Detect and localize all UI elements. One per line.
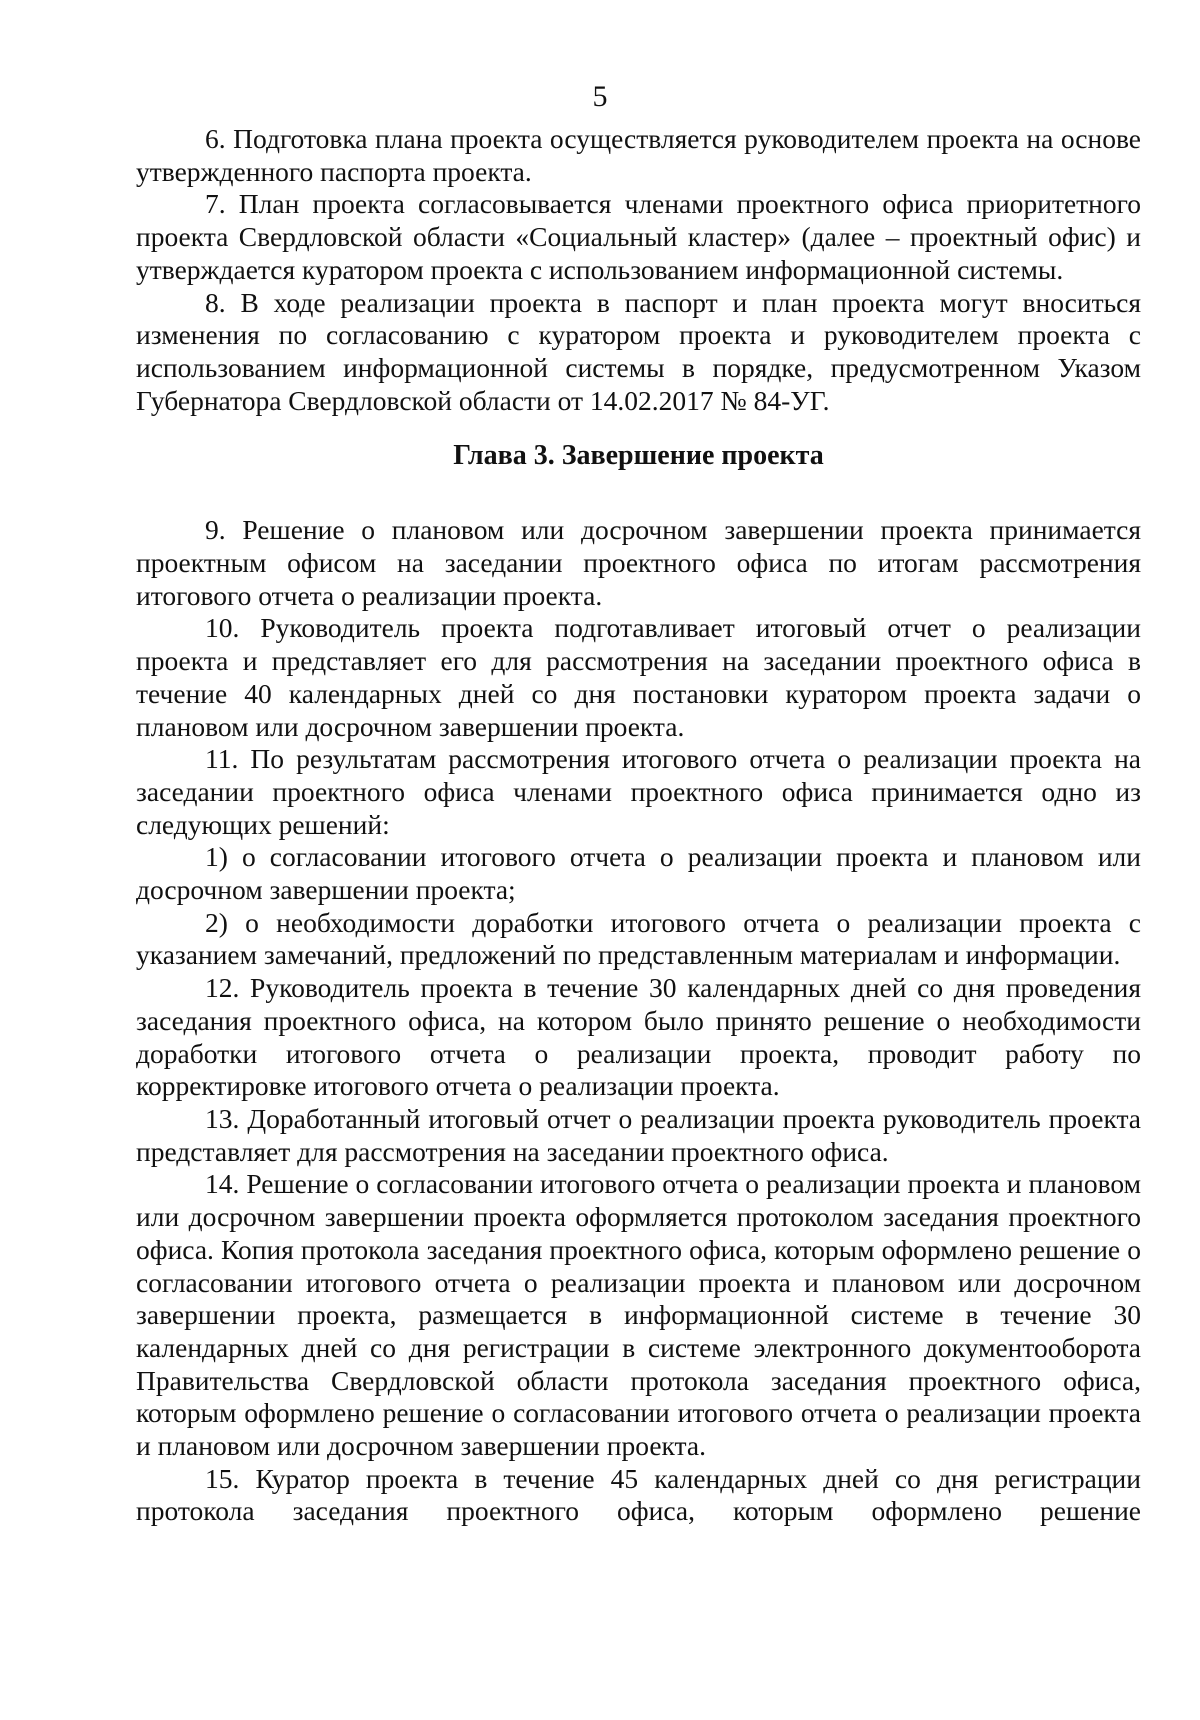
- paragraph-12: 12. Руководитель проекта в течение 30 календарных дней со дня проведения заседания проектного офиса, на котором было принято решение о необходимости доработки итогового отчета о реализации проекта, проводит работу по корректировке итогового отчета о реализации проекта.: [136, 972, 1141, 1102]
- page-number: 5: [592, 80, 608, 113]
- subitem-1: 1) о согласовании итогового отчета о реализации проекта и плановом или досрочном завершении проекта;: [136, 841, 1141, 906]
- paragraph-10: 10. Руководитель проекта подготавливает итоговый отчет о реализации проекта и представляет его для рассмотрения на заседании проектного офиса в течение 40 календарных дней со дня постановки куратором проекта задачи о плановом или досрочном завершении проекта.: [136, 612, 1141, 742]
- subitem-2: 2) о необходимости доработки итогового отчета о реализации проекта с указанием замечаний, предложений по представленным материалам и информации.: [136, 906, 1141, 971]
- document-body: [136, 123, 1141, 1528]
- paragraph-11: 11. По результатам рассмотрения итогового отчета о реализации проекта на заседании проектного офиса членами проектного офиса принимается одно из следующих решений:: [136, 743, 1141, 840]
- chapter-heading: Глава 3. Завершение проекта: [453, 440, 824, 472]
- paragraph-6: 6. Подготовка плана проекта осуществляется руководителем проекта на основе утвержденного паспорта проекта.: [136, 123, 1141, 187]
- paragraph-8: 8. В ходе реализации проекта в паспорт и план проекта могут вноситься изменения по согласованию с куратором проекта и руководителем проекта с использованием информационной системы в порядке, предусмотренном Указом Губернатора Свердловской области от 14.02.2017 № 84-УГ.: [136, 286, 1141, 416]
- paragraph-13: 13. Доработанный итоговый отчет о реализации проекта руководитель проекта представляет для рассмотрения на заседании проектного офиса.: [136, 1102, 1141, 1167]
- heading-spacer: [136, 496, 1141, 514]
- paragraph-7: 7. План проекта согласовывается членами проектного офиса приоритетного проекта Свердловской области «Социальный кластер» (далее – проектный офис) и утверждается куратором проекта с использованием информационной системы.: [136, 188, 1141, 285]
- paragraph-15: 15. Куратор проекта в течение 45 календарных дней со дня регистрации протокола заседания проектного офиса, которым оформлено решение: [136, 1462, 1141, 1527]
- paragraph-14: 14. Решение о согласовании итогового отчета о реализации проекта и плановом или досрочном завершении проекта оформляется протоколом заседания проектного офиса. Копия протокола заседания проектного офиса, которым оформлено решение о согласовании итогового отчета о реализации проекта и плановом или досрочном завершении проекта, размещается в информационной системе в течение 30 календарных дней со дня регистрации в системе электронного документооборота Правительства Свердловской области протокола заседания проектного офиса, которым оформлено решение о согласовании итогового отчета о реализации проекта и плановом или досрочном завершении проекта.: [136, 1168, 1141, 1462]
- paragraph-9: 9. Решение о плановом или досрочном завершении проекта принимается проектным офисом на заседании проектного офиса по итогам рассмотрения итогового отчета о реализации проекта.: [136, 514, 1141, 611]
